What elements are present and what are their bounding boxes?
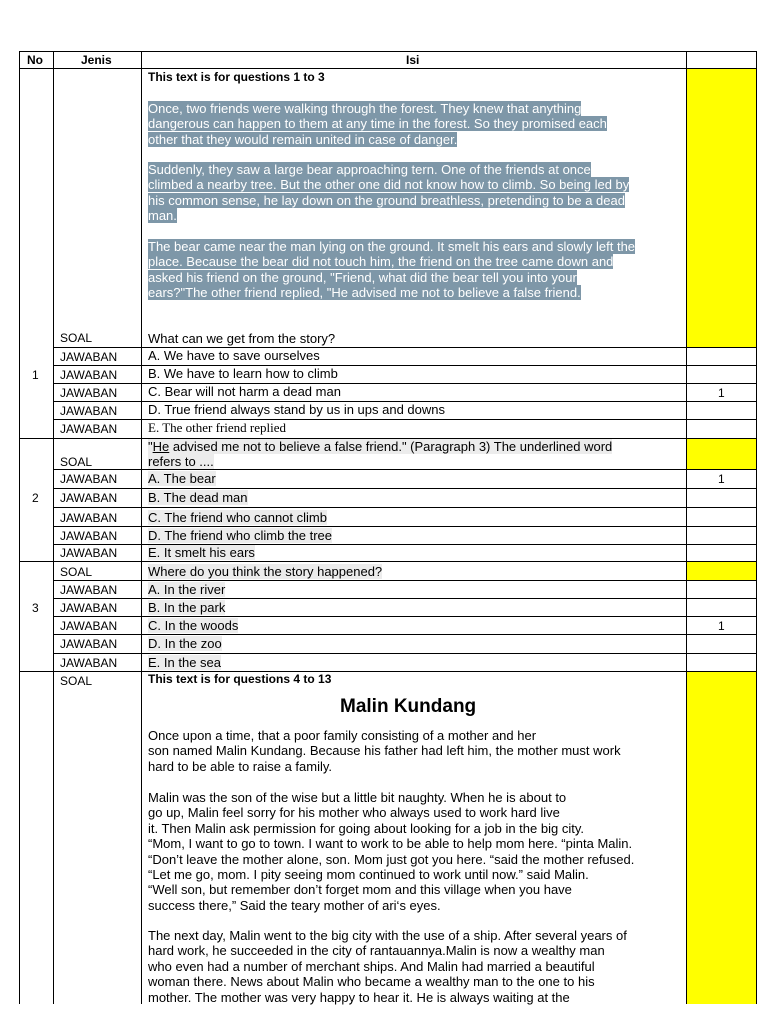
answer-option: C. In the woods [148, 618, 239, 633]
passage1-line: other that they would remain united in case of danger. [148, 131, 458, 147]
jawaban-label: JAWABAN [60, 422, 118, 436]
soal-label: SOAL [60, 455, 93, 469]
jawaban-label: JAWABAN [60, 546, 118, 560]
passage1-paragraph-2 [148, 162, 629, 223]
answer-option: E. The other friend replied [148, 420, 287, 435]
key-highlight-q2 [687, 439, 756, 469]
q3-bottom-line [19, 671, 757, 672]
jawaban-label: JAWABAN [60, 404, 118, 418]
header-jenis: Jenis [81, 53, 112, 67]
row-line [53, 469, 757, 470]
row-line [53, 653, 757, 654]
table-divider-no [53, 51, 54, 1004]
passage1-line: asked his friend on the ground, "Friend, what did the bear tell you into your [148, 269, 577, 285]
row-line [53, 598, 757, 599]
passage2-line: hard to be able to raise a family. [148, 758, 333, 774]
q2-bottom-line [19, 561, 757, 562]
passage2-line: woman there. News about Malin who became a wealthy man to the one to his [148, 974, 595, 990]
soal-label: SOAL [60, 674, 93, 688]
passage1-line: The bear came near the man lying on the ground. It smelt his ears and slowly left the [148, 239, 636, 254]
key-highlight-q1 [687, 69, 756, 347]
question-number: 1 [32, 368, 39, 382]
question-quote: " [148, 439, 153, 454]
jawaban-label: JAWABAN [60, 386, 118, 400]
passage1-line: Once, two friends were walking through the forest. They knew that anything [148, 101, 582, 116]
table-border-top [19, 51, 757, 52]
passage1-line: man. [148, 207, 177, 223]
jawaban-label: JAWABAN [60, 637, 118, 651]
passage1-line: climbed a nearby tree. But the other one did not know how to climb. So being led by [148, 177, 630, 193]
table-border-right [756, 51, 757, 1004]
answer-option: D. True friend always stand by us in ups and downs [148, 402, 445, 417]
passage1-paragraph-1 [148, 101, 607, 147]
table-border-left [19, 51, 20, 1004]
passage2-line: “Well son, but remember don’t forget mom and this village when you have [148, 882, 572, 898]
jawaban-label: JAWABAN [60, 583, 118, 597]
passage2-line: “Don’t leave the mother alone, son. Mom just got you here. “said the mother refused. [148, 851, 635, 867]
table-divider-jenis [141, 51, 142, 1004]
row-line [53, 580, 757, 581]
passage1-line: place. Because the bear did not touch him, the friend on the tree came down and [148, 254, 614, 270]
answer-key: 1 [718, 472, 725, 486]
passage1-intro: This text is for questions 1 to 3 [148, 70, 325, 84]
passage2-paragraph-2 [148, 790, 634, 913]
passage2-paragraph-1 [148, 728, 621, 774]
jawaban-label: JAWABAN [60, 601, 118, 615]
answer-key: 1 [718, 386, 725, 400]
jawaban-label: JAWABAN [60, 511, 118, 525]
question-text-line2: refers to .... [148, 454, 214, 469]
passage2-line: The next day, Malin went to the big city with the use of a ship. After several years of [148, 928, 627, 943]
answer-option: A. The bear [148, 471, 216, 486]
jawaban-label: JAWABAN [60, 619, 118, 633]
soal-label: SOAL [60, 331, 93, 345]
jawaban-label: JAWABAN [60, 491, 118, 505]
passage2-line: who even had a number of merchant ships. And Malin had married a beautiful [148, 958, 595, 974]
answer-option: E. It smelt his ears [148, 545, 255, 560]
passage2-line: “Mom, I want to go to town. I want to work to be able to help mom here. “pinta Malin. [148, 836, 633, 852]
passage2-title: Malin Kundang [340, 696, 477, 717]
passage2-line: it. Then Malin ask permission for going about looking for a job in the big city. [148, 820, 584, 836]
header-isi: Isi [406, 53, 420, 67]
passage2-line: mother. The mother was very happy to hear it. He is always waiting at the [148, 989, 570, 1005]
passage1-paragraph-3 [148, 239, 635, 300]
key-highlight-q4 [687, 672, 756, 1004]
jawaban-label: JAWABAN [60, 529, 118, 543]
question-number: 2 [32, 491, 39, 505]
answer-option: A. In the river [148, 582, 226, 597]
passage2-paragraph-3 [148, 928, 627, 1005]
jawaban-label: JAWABAN [60, 656, 118, 670]
answer-option: D. In the zoo [148, 636, 222, 651]
row-line [53, 616, 757, 617]
passage1-line: ears?"The other friend replied, "He advised me not to believe a false friend. [148, 284, 581, 300]
passage1-line: Suddenly, they saw a large bear approaching tern. One of the friends at once [148, 162, 591, 177]
question-text-rest: advised me not to believe a false friend." (Paragraph 3) The underlined word [169, 439, 613, 454]
row-line [53, 634, 757, 635]
underlined-word: He [152, 439, 170, 454]
question-number: 3 [32, 601, 39, 615]
passage2-line: Once upon a time, that a poor family consisting of a mother and her [148, 728, 537, 743]
answer-option: C. Bear will not harm a dead man [148, 384, 341, 399]
row-line [53, 526, 757, 527]
header-no: No [27, 53, 43, 67]
answer-option: C. The friend who cannot climb [148, 510, 327, 525]
key-highlight-q3 [687, 562, 756, 580]
table-divider-isi [686, 51, 687, 1004]
question-text: Where do you think the story happened? [148, 564, 383, 579]
jawaban-label: JAWABAN [60, 368, 118, 382]
answer-option: B. We have to learn how to climb [148, 366, 338, 381]
jawaban-label: JAWABAN [60, 472, 118, 486]
passage2-line: son named Malin Kundang. Because his father had left him, the mother must work [148, 743, 621, 759]
answer-option: E. In the sea [148, 655, 221, 670]
passage1-line: dangerous can happen to them at any time in the forest. So they promised each [148, 116, 607, 132]
answer-option: B. The dead man [148, 490, 248, 505]
question-text: What can we get from the story? [148, 331, 336, 346]
header-bottom-line [19, 68, 757, 69]
passage2-line: “Let me go, mom. I pity seeing mom continued to work until now.” said Malin. [148, 867, 589, 883]
passage2-line: Malin was the son of the wise but a little bit naughty. When he is about to [148, 790, 567, 805]
row-line [53, 507, 757, 508]
answer-option: A. We have to save ourselves [148, 348, 320, 363]
passage2-intro: This text is for questions 4 to 13 [148, 672, 332, 686]
passage2-line: success there,” Said the teary mother of ari‘s eyes. [148, 897, 441, 913]
passage2-line: go up, Malin feel sorry for his mother who always used to work hard live [148, 805, 560, 821]
answer-option: D. The friend who climb the tree [148, 528, 333, 543]
question-text [148, 439, 612, 454]
answer-option: B. In the park [148, 600, 226, 615]
passage2-line: hard work, he succeeded in the city of rantauannya.Malin is now a wealthy man [148, 943, 605, 959]
soal-label: SOAL [60, 565, 93, 579]
jawaban-label: JAWABAN [60, 350, 118, 364]
answer-key: 1 [718, 619, 725, 633]
row-line [53, 488, 757, 489]
passage1-line: his common sense, he lay down on the ground breathless, pretending to be a dead [148, 192, 625, 208]
